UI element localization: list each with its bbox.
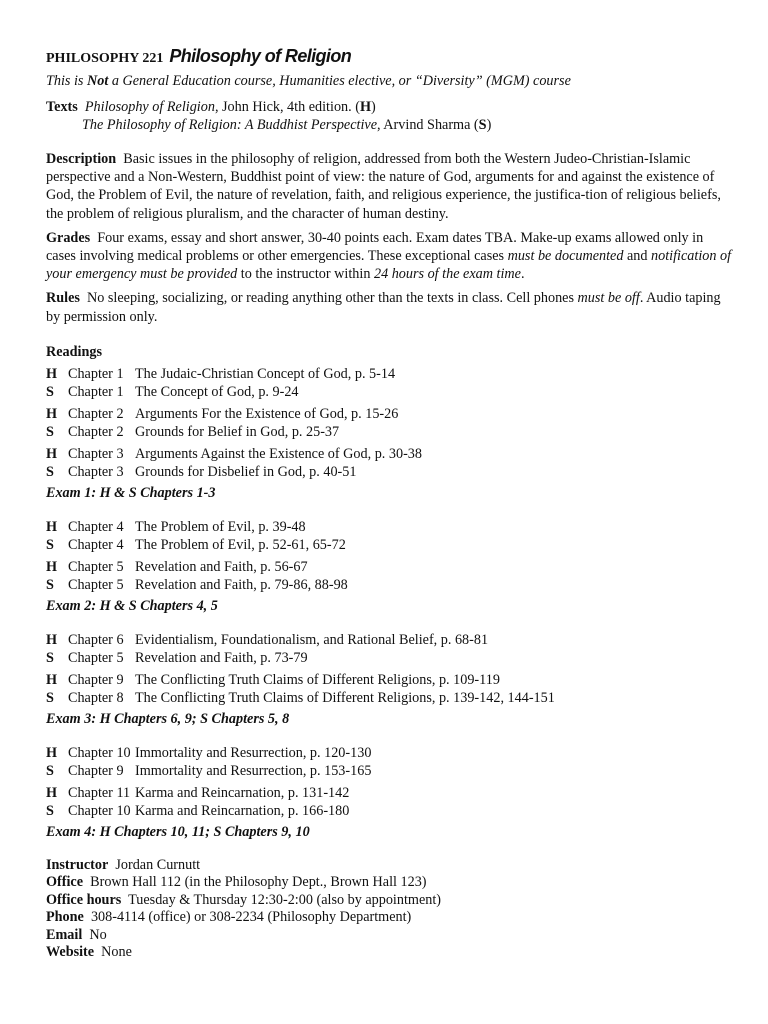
reading-title: Karma and Reincarnation, p. 166-180 xyxy=(135,802,350,819)
reading-pair xyxy=(46,518,736,554)
texts-section xyxy=(46,98,736,134)
grades-label: Grades xyxy=(46,229,91,246)
reading-row xyxy=(46,558,736,576)
grades-emphasis-2: notification of your emergency must be provided xyxy=(46,248,732,283)
grades-text-4: . xyxy=(520,266,525,283)
reading-source: S xyxy=(46,649,54,666)
reading-source: H xyxy=(46,405,58,422)
reading-title: Immortality and Resurrection, p. 120-130 xyxy=(135,744,372,761)
reading-source: S xyxy=(46,576,54,593)
reading-row xyxy=(46,689,736,707)
gen-ed-note-not: Not xyxy=(87,73,109,89)
reading-title: Revelation and Faith, p. 79-86, 88-98 xyxy=(135,576,348,593)
gen-ed-note xyxy=(46,72,736,90)
rules-section xyxy=(46,289,736,325)
grades-text-1: Four exams, essay and short answer, 30-40 points each. Exam dates TBA. Make-up exams allowed only in cases involving medical problems or other emergencies. These exceptional cases xyxy=(46,229,704,265)
grades-text-3: to the instructor within xyxy=(237,266,374,283)
reading-row xyxy=(46,383,736,401)
reading-title: Evidentialism, Foundationalism, and Rational Belief, p. 68-81 xyxy=(135,631,489,648)
reading-chapter: Chapter 9 xyxy=(68,671,124,688)
reading-chapter: Chapter 9 xyxy=(68,762,124,779)
reading-chapter: Chapter 11 xyxy=(68,784,131,801)
contact-value: Tuesday & Thursday 12:30-2:00 (also by appointment) xyxy=(128,891,441,908)
texts-line-2 xyxy=(46,116,736,134)
grades-text-2: and xyxy=(626,248,652,265)
reading-chapter: Chapter 8 xyxy=(68,689,124,706)
reading-pair xyxy=(46,445,736,481)
reading-source: S xyxy=(46,762,54,779)
book1-close: ) xyxy=(371,99,376,115)
reading-pair xyxy=(46,558,736,594)
contact-value: None xyxy=(101,944,132,961)
exam-line: Exam 2: H & S Chapters 4, 5 xyxy=(46,597,218,614)
reading-chapter: Chapter 6 xyxy=(68,631,124,648)
book2-abbr: S xyxy=(478,117,487,133)
reading-row xyxy=(46,762,736,780)
reading-title: The Judaic-Christian Concept of God, p. 5-14 xyxy=(135,365,396,382)
readings-heading: Readings xyxy=(46,343,102,360)
contact-row xyxy=(46,892,736,910)
course-title xyxy=(46,44,736,71)
contact-row xyxy=(46,944,736,962)
reading-source: H xyxy=(46,445,58,462)
reading-title: Karma and Reincarnation, p. 131-142 xyxy=(135,784,350,801)
reading-chapter: Chapter 1 xyxy=(68,383,124,400)
reading-row xyxy=(46,405,736,423)
contact-value: 308-4114 (office) or 308-2234 (Philosophy Department) xyxy=(90,909,412,926)
readings-block xyxy=(46,744,736,841)
reading-title: Revelation and Faith, p. 56-67 xyxy=(135,558,308,575)
contact-row xyxy=(46,874,736,892)
contact-row xyxy=(46,927,736,945)
description-text: Basic issues in the philosophy of religion, addressed from both the Western Judeo-Christian-Islamic perspective and a Non-Western, Buddhist point of view: the nature of God, arguments for and against the existence of God, the Problem of Evil, the nature of revelation, faith, and religious experience, the justifica-tion of religious beliefs, the problem of religious pluralism, and the character of human destiny. xyxy=(46,151,721,222)
contact-row xyxy=(46,857,736,875)
book2-author: , Arvind Sharma ( xyxy=(377,117,479,133)
reading-source: H xyxy=(46,365,58,382)
readings-block xyxy=(46,631,736,728)
contact-label: Office xyxy=(46,874,84,891)
reading-title: The Conflicting Truth Claims of Different Religions, p. 109-119 xyxy=(135,671,500,688)
rules-text-1: No sleeping, socializing, or reading anything other than the texts in class. Cell phones xyxy=(87,290,578,307)
reading-chapter: Chapter 4 xyxy=(68,536,124,553)
texts-line-1 xyxy=(46,98,736,116)
rules-text-2: . Audio taping by permission only. xyxy=(46,290,721,325)
reading-source: S xyxy=(46,423,54,440)
reading-title: The Concept of God, p. 9-24 xyxy=(135,383,299,400)
contact-value: Jordan Curnutt xyxy=(115,856,201,873)
reading-title: Immortality and Resurrection, p. 153-165 xyxy=(135,762,372,779)
reading-row xyxy=(46,802,736,820)
reading-source: H xyxy=(46,631,58,648)
reading-title: The Conflicting Truth Claims of Different Religions, p. 139-142, 144-151 xyxy=(135,689,555,706)
reading-chapter: Chapter 4 xyxy=(68,518,124,535)
grades-emphasis-1: must be documented xyxy=(507,248,624,265)
reading-source: S xyxy=(46,689,54,706)
readings-block xyxy=(46,518,736,615)
reading-chapter: Chapter 3 xyxy=(68,463,124,480)
reading-source: H xyxy=(46,558,58,575)
contact-info xyxy=(46,857,736,962)
reading-row xyxy=(46,649,736,667)
rules-label: Rules xyxy=(46,290,80,307)
reading-source: H xyxy=(46,518,58,535)
course-code: PHILOSOPHY 221 xyxy=(46,51,164,66)
reading-chapter: Chapter 2 xyxy=(68,405,124,422)
contact-label: Email xyxy=(46,926,83,943)
description-label: Description xyxy=(46,151,117,167)
reading-row xyxy=(46,365,736,383)
grades-section xyxy=(46,229,736,284)
reading-chapter: Chapter 5 xyxy=(68,558,124,575)
reading-source: S xyxy=(46,463,54,480)
reading-title: Grounds for Belief in God, p. 25-37 xyxy=(135,423,340,440)
reading-title: Grounds for Disbelief in God, p. 40-51 xyxy=(135,463,357,480)
book1-author: , John Hick, 4th edition. ( xyxy=(214,99,360,115)
exam-line: Exam 1: H & S Chapters 1-3 xyxy=(46,484,216,501)
gen-ed-note-post: a General Education course, Humanities elective, or “Diversity” (MGM) course xyxy=(108,73,571,89)
course-name: Philosophy of Religion xyxy=(169,46,352,66)
book2-title: The Philosophy of Religion: A Buddhist Perspective xyxy=(82,117,377,133)
contact-label: Office hours xyxy=(46,891,122,908)
reading-source: H xyxy=(46,671,58,688)
syllabus-page xyxy=(46,44,736,962)
reading-source: S xyxy=(46,536,54,553)
reading-row xyxy=(46,631,736,649)
readings-list xyxy=(46,365,736,841)
contact-label: Phone xyxy=(46,909,84,926)
reading-chapter: Chapter 2 xyxy=(68,423,124,440)
texts-label: Texts xyxy=(46,99,78,115)
reading-source: S xyxy=(46,802,54,819)
reading-row xyxy=(46,671,736,689)
reading-pair xyxy=(46,405,736,441)
reading-title: The Problem of Evil, p. 39-48 xyxy=(135,518,306,535)
exam-line: Exam 3: H Chapters 6, 9; S Chapters 5, 8 xyxy=(46,710,290,727)
reading-title: Revelation and Faith, p. 73-79 xyxy=(135,649,308,666)
book2-close: ) xyxy=(486,117,492,133)
reading-chapter: Chapter 5 xyxy=(68,649,124,666)
reading-row xyxy=(46,445,736,463)
gen-ed-note-pre: This is xyxy=(46,73,88,89)
reading-row xyxy=(46,744,736,762)
contact-label: Instructor xyxy=(46,856,109,873)
contact-value: No xyxy=(89,926,107,943)
book1-abbr: H xyxy=(359,99,371,115)
reading-row xyxy=(46,576,736,594)
reading-row xyxy=(46,463,736,481)
reading-pair xyxy=(46,784,736,820)
rules-emphasis: must be off xyxy=(577,290,640,307)
book1-title: Philosophy of Religion xyxy=(84,99,215,115)
reading-chapter: Chapter 10 xyxy=(68,802,131,819)
reading-chapter: Chapter 1 xyxy=(68,365,124,382)
contact-row xyxy=(46,909,736,927)
reading-chapter: Chapter 5 xyxy=(68,576,124,593)
reading-source: H xyxy=(46,784,58,801)
reading-chapter: Chapter 10 xyxy=(68,744,131,761)
reading-pair xyxy=(46,365,736,401)
contact-label: Website xyxy=(46,944,95,961)
contact-value: Brown Hall 112 (in the Philosophy Dept., Brown Hall 123) xyxy=(90,874,427,891)
reading-pair xyxy=(46,744,736,780)
reading-title: Arguments For the Existence of God, p. 15-26 xyxy=(135,405,399,422)
grades-emphasis-3: 24 hours of the exam time xyxy=(373,266,521,283)
reading-row xyxy=(46,784,736,802)
reading-title: The Problem of Evil, p. 52-61, 65-72 xyxy=(135,536,346,553)
description-section xyxy=(46,150,736,223)
reading-row xyxy=(46,536,736,554)
readings-block xyxy=(46,365,736,502)
reading-source: H xyxy=(46,744,58,761)
reading-row xyxy=(46,518,736,536)
reading-row xyxy=(46,423,736,441)
reading-pair xyxy=(46,671,736,707)
exam-line: Exam 4: H Chapters 10, 11; S Chapters 9, 10 xyxy=(46,823,310,840)
reading-title: Arguments Against the Existence of God, p. 30-38 xyxy=(135,445,422,462)
reading-source: S xyxy=(46,383,54,400)
reading-pair xyxy=(46,631,736,667)
reading-chapter: Chapter 3 xyxy=(68,445,124,462)
